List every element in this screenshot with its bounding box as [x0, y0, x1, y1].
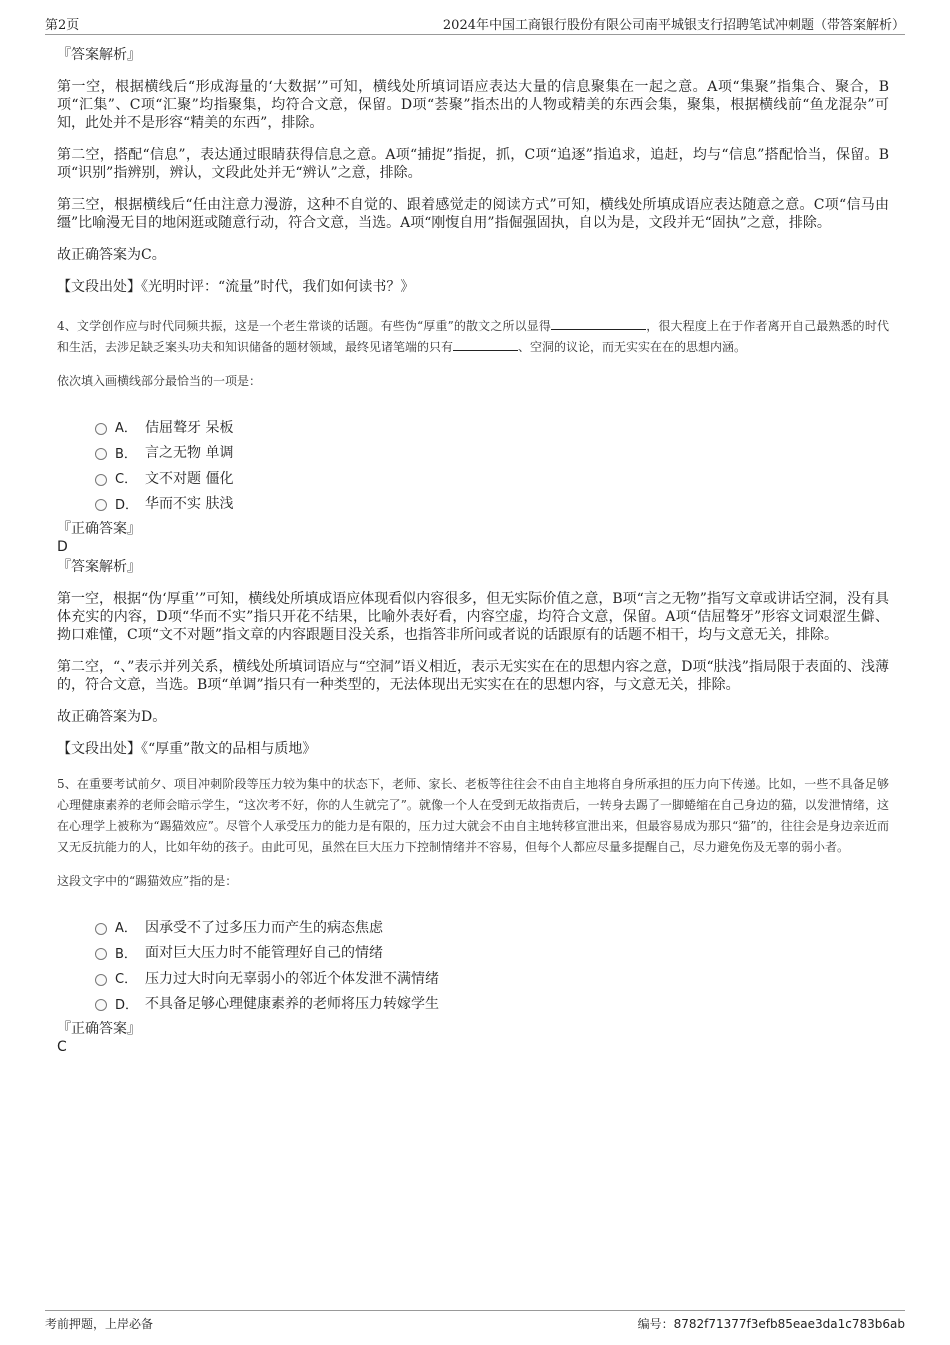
radio-icon[interactable] [95, 448, 107, 460]
option-a[interactable]: A． 因承受不了过多压力而产生的病态焦虑 [95, 914, 889, 940]
radio-icon[interactable] [95, 499, 107, 511]
option-b[interactable]: B． 言之无物 单调 [95, 440, 889, 466]
option-a[interactable]: A． 佶屈聱牙 呆板 [95, 414, 889, 440]
page-header [45, 14, 905, 35]
source-citation: 【文段出处】《光明时评：“流量”时代，我们如何读书？》 [57, 279, 415, 295]
correct-answer-label: 『正确答案』 [57, 521, 141, 537]
document-title: 2024年中国工商银行股份有限公司南平城银支行招聘笔试冲刺题（带答案解析） [442, 18, 905, 33]
radio-icon[interactable] [95, 423, 107, 435]
analysis-paragraph: 第二空，搭配“信息”，表达通过眼睛获得信息之意。A项“捕捉”指捉，抓，C项“追逐”指追求，追赶，均与“信息”搭配恰当，保留。B项“识别”指辨别，辨认，文段此处并无“辨认”之意，排除。 [57, 147, 889, 181]
question-5-prompt: 这段文字中的“踢猫效应”指的是： [57, 874, 238, 888]
analysis-label: 『答案解析』 [57, 47, 141, 63]
question-4-options [95, 414, 889, 516]
radio-icon[interactable] [95, 948, 107, 960]
fill-blank[interactable] [453, 337, 518, 351]
question-4-text: 4、文学创作应与时代同频共振，这是一个老生常谈的话题。有些伪“厚重”的散文之所以显得 ，很大程度上在于作者离开自己最熟悉的时代和生活，去涉足缺乏案头功夫和知识储备的题材领域，最终见诸笔端的只有 、空洞的议论，而无实实在在的思想内涵。 [57, 316, 889, 358]
fill-blank[interactable] [551, 316, 646, 330]
option-c[interactable]: C． 文不对题 僵化 [95, 465, 889, 491]
document-id: 编号：8782f71377f3efb85eae3da1c783b6ab [637, 1317, 905, 1331]
radio-icon[interactable] [95, 974, 107, 986]
analysis-paragraph: 第一空，根据横线后“形成海量的‘大数据’”可知，横线处所填词语应表达大量的信息聚集在一起之意。A项“集聚”指集合、聚合，B项“汇集”、C项“汇聚”均指聚集，均符合文意，保留。D项“荟聚”指杰出的人物或精美的东西会集，聚集，根据横线前“鱼龙混杂”可知，此处并不是形容“精美的东西”，排除。 [57, 79, 889, 131]
option-d[interactable]: D． 华而不实 肤浅 [95, 491, 889, 517]
option-d[interactable]: D． 不具备足够心理健康素养的老师将压力转嫁学生 [95, 991, 889, 1017]
analysis-paragraph: 第一空，根据“伪‘厚重’”可知，横线处所填成语应体现看似内容很多，但无实际价值之意，B项“言之无物”指写文章或讲话空洞，没有具体充实的内容，D项“华而不实”指只开花不结果，比喻外表好看，内容空虚，均符合文意，保留。A项“佶屈聱牙”形容文词艰涩生僻、拗口难懂，C项“文不对题”指文章的内容跟题目没关系，也指答非所问或者说的话跟原有的话题不相干，均与文意无关，排除。 [57, 591, 889, 643]
correct-answer: D [57, 539, 68, 555]
source-citation: 【文段出处】《“厚重”散文的品相与质地》 [57, 741, 317, 757]
question-5-options [95, 914, 889, 1016]
correct-answer: C [57, 1039, 67, 1055]
analysis-paragraph: 第三空，根据横线后“任由注意力漫游，这种不自觉的、跟着感觉走的阅读方式”可知，横线处所填成语应表达随意之意。C项“信马由缰”比喻漫无目的地闲逛或随意行动，符合文意，当选。A项“刚愎自用”指倔强固执，自以为是，文段并无“固执”之意，排除。 [57, 197, 889, 231]
document-body [57, 46, 889, 1058]
analysis-paragraph: 第二空，“、”表示并列关系，横线处所填词语应与“空洞”语义相近，表示无实实在在的思想内容之意，D项“肤浅”指局限于表面的、浅薄的，符合文意，当选。B项“单调”指只有一种类型的，无法体现出无实实在在的思想内容，与文意无关，排除。 [57, 659, 889, 693]
footer-slogan: 考前押题，上岸必备 [45, 1317, 154, 1331]
conclusion: 故正确答案为C。 [57, 247, 166, 263]
correct-answer-label: 『正确答案』 [57, 1021, 141, 1037]
page-number: 第2页 [45, 18, 80, 33]
option-b[interactable]: B． 面对巨大压力时不能管理好自己的情绪 [95, 940, 889, 966]
conclusion: 故正确答案为D。 [57, 709, 167, 725]
option-c[interactable]: C． 压力过大时向无辜弱小的邻近个体发泄不满情绪 [95, 965, 889, 991]
radio-icon[interactable] [95, 474, 107, 486]
analysis-label: 『答案解析』 [57, 559, 141, 575]
page-footer [45, 1310, 905, 1331]
question-5-text: 5、在重要考试前夕、项目冲刺阶段等压力较为集中的状态下，老师、家长、老板等往往会不由自主地将自身所承担的压力向下传递。比如，一些不具备足够心理健康素养的老师会暗示学生，“这次考不好，你的人生就完了”。就像一个人在受到无故指责后，一转身去踢了一脚蜷缩在自己身边的猫，以发泄情绪，这在心理学上被称为“踢猫效应”。尽管个人承受压力的能力是有限的，压力过大就会不由自主地转移宣泄出来，但最容易成为那只“猫”的，往往会是身边亲近而又无反抗能力的人，比如年幼的孩子。由此可见，虽然在巨大压力下控制情绪并不容易，但每个人都应尽量多提醒自己，尽力避免伤及无辜的弱小者。 [57, 777, 889, 854]
radio-icon[interactable] [95, 923, 107, 935]
question-4-prompt: 依次填入画横线部分最恰当的一项是： [57, 374, 262, 388]
radio-icon[interactable] [95, 999, 107, 1011]
